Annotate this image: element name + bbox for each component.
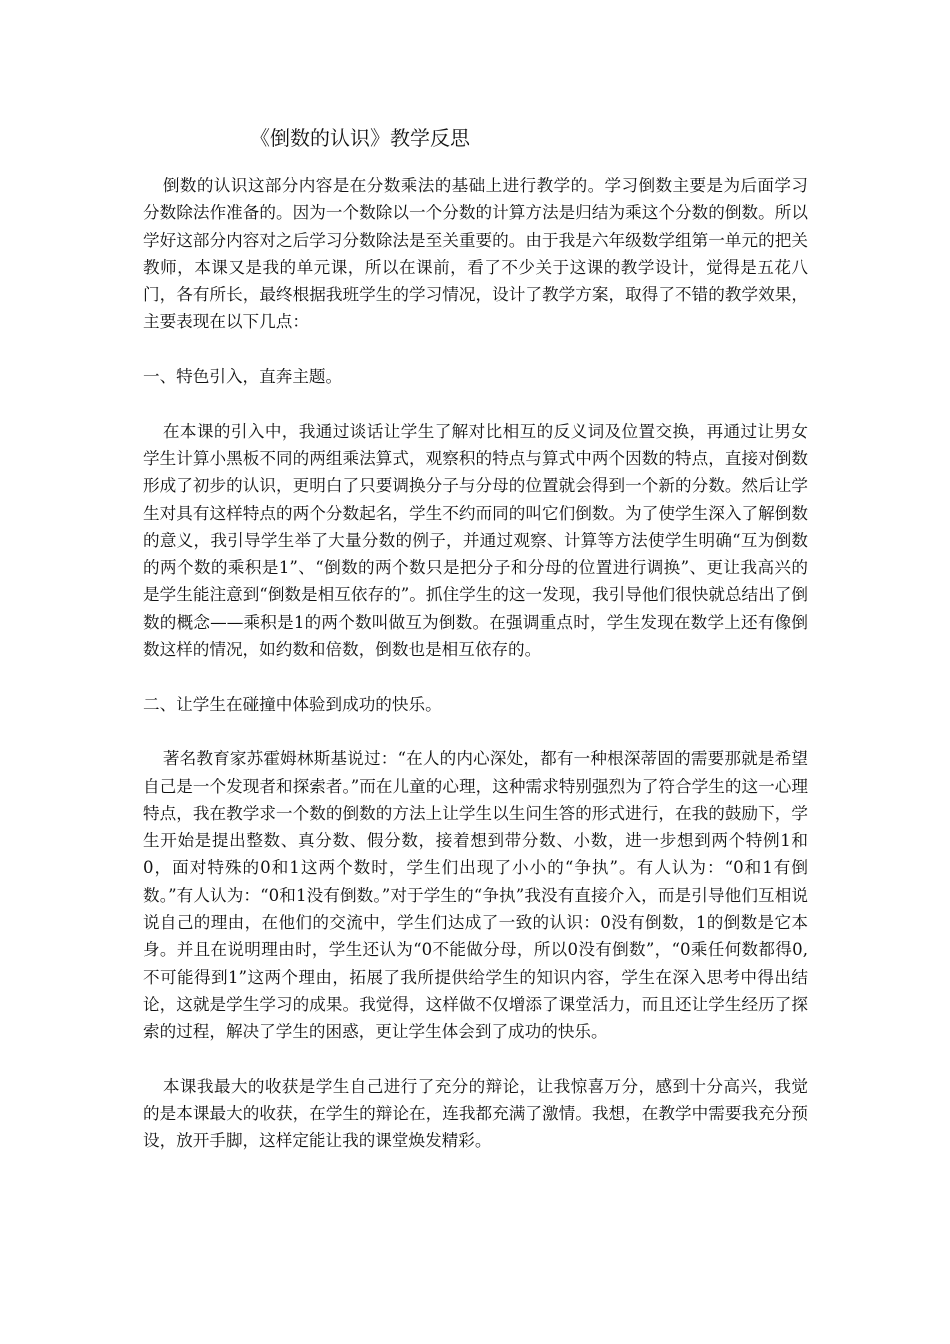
paragraph-conclusion: 本课我最大的收获是学生自己进行了充分的辩论，让我惊喜万分，感到十分高兴，我觉的是本课最大的收获，在学生的辩论在，连我都充满了激情。我想，在教学中需要我充分预设，放开手脚，这样定能让我的课堂焕发精彩。 xyxy=(143,1076,808,1151)
paragraph-section-1: 在本课的引入中，我通过谈话让学生了解对比相互的反义词及位置交换，再通过让男女学生计算小黑板不同的两组乘法算式，观察积的特点与算式中两个因数的特点，直接对倒数形成了初步的认识，更明白了只要调换分子与分母的位置就会得到一个新的分数。然后让学生对具有这样特点的两个分数起名，学生不约而同的叫它们倒数。为了使学生深入了解倒数的意义，我引导学生举了大量分数的例子，并通过观察、计算等方法使学生明确“互为倒数的两个数的乘积是1”、“倒数的两个数只是把分子和分母的位置进行调换”、更让我高兴的是学生能注意到“倒数是相互依存的”。抓住学生的这一发现，我引导他们很快就总结出了倒数的概念——乘积是1的两个数叫做互为倒数。在强调重点时，学生发现在数学上还有像倒数这样的情况，如约数和倍数，倒数也是相互依存的。 xyxy=(143,421,808,660)
paragraph-intro: 倒数的认识这部分内容是在分数乘法的基础上进行教学的。学习倒数主要是为后面学习分数除法作准备的。因为一个数除以一个分数的计算方法是归结为乘这个分数的倒数。所以学好这部分内容对之后学习分数除法是至关重要的。由于我是六年级数学组第一单元的把关教师，本课又是我的单元课，所以在课前，看了不少关于这课的教学设计，觉得是五花八门，各有所长，最终根据我班学生的学习情况，设计了教学方案，取得了不错的教学效果，主要表现在以下几点： xyxy=(143,176,808,332)
paragraph-section-2: 著名教育家苏霍姆林斯基说过：“在人的内心深处，都有一种根深蒂固的需要那就是希望自己是一个发现者和探索者。”而在儿童的心理，这种需求特别强烈为了符合学生的这一心理特点，我在教学求一个数的倒数的方法上让学生以生问生答的形式进行，在我的鼓励下，学生开始是提出整数、真分数、假分数，接着想到带分数、小数，进一步想到两个特例1和0，面对特殊的0和1这两个数时，学生们出现了小小的“争执”。有人认为：“0和1有倒数。”有人认为：“0和1没有倒数。”对于学生的“争执”我没有直接介入，而是引导他们互相说说自己的理由，在他们的交流中，学生们达成了一致的认识：0没有倒数，1的倒数是它本身。并且在说明理由时，学生还认为“0不能做分母，所以0没有倒数”，“0乘任何数都得0,不可能得到1”这两个理由，拓展了我所提供给学生的知识内容，学生在深入思考中得出结论，这就是学生学习的成果。我觉得，这样做不仅增添了课堂活力，而且还让学生经历了探索的过程，解决了学生的困惑，更让学生体会到了成功的快乐。 xyxy=(143,749,808,1042)
section-heading-2: 二、让学生在碰撞中体验到成功的快乐。 xyxy=(143,694,442,714)
document-body xyxy=(143,172,808,1182)
section-heading-1: 一、特色引入，直奔主题。 xyxy=(143,367,343,387)
document-title: 《倒数的认识》教学反思 xyxy=(250,126,470,150)
